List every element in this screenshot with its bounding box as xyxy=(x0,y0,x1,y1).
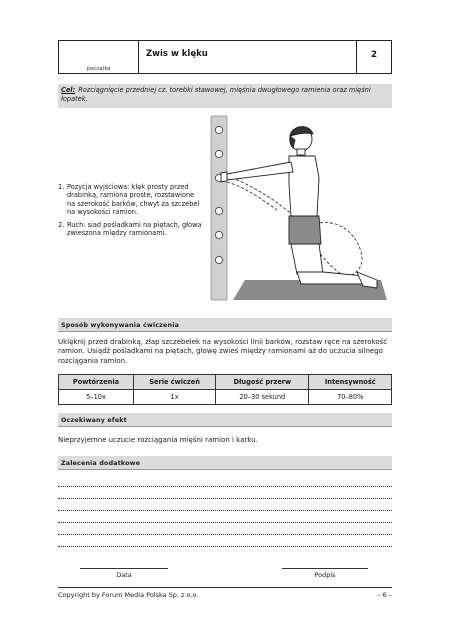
method-text: Uklęknij przed drabinką, złap szczebelek na wysokości linii barków, rozstaw ręce na szerokość ramion. Usiądź pośladkami na piętach, głowę zwieś między ramionami aż do uczucia silnego rozciągania ramion. xyxy=(58,338,388,365)
writing-line[interactable] xyxy=(58,546,392,547)
header-intensity: Intensywność xyxy=(309,375,392,390)
table-header-row xyxy=(59,375,392,390)
writing-line[interactable] xyxy=(58,534,392,535)
writing-line[interactable] xyxy=(58,522,392,523)
cell-intensity: 70–80% xyxy=(309,390,392,405)
table-row xyxy=(59,390,392,405)
stamp-label: pieczątka xyxy=(86,66,111,72)
signature-label: Podpis xyxy=(314,571,336,579)
exercise-title: Zwis w klęku xyxy=(139,41,357,73)
writing-line[interactable] xyxy=(58,510,392,511)
exercise-illustration xyxy=(205,112,392,302)
goal-label: Cel: xyxy=(61,86,76,94)
footer-rule xyxy=(58,587,392,588)
writing-line[interactable] xyxy=(58,486,392,487)
page-number: – 6 – xyxy=(377,591,392,599)
date-line[interactable] xyxy=(80,568,168,569)
effect-text: Nieprzyjemne uczucie rozciągania mięśni ramion i karku. xyxy=(58,436,258,444)
stamp-cell xyxy=(59,41,139,73)
instruction-text: Pozycja wyjściowa: klęk prosty przed drabinką, ramiona proste, rozstawione na szerokość barków, chwyt za szczebel na wysokości ramion. xyxy=(67,183,200,217)
cell-series: 1x xyxy=(133,390,215,405)
header-series: Serie ćwiczeń xyxy=(133,375,215,390)
section-header-effect: Oczekiwany efekt xyxy=(58,413,392,427)
instruction-item xyxy=(58,221,204,238)
goal-text: Rozciągnięcie przedniej cz. torebki stawowej, mięśnia dwugłowego ramienia oraz mięśni łopatek. xyxy=(61,86,371,103)
header-repetitions: Powtórzenia xyxy=(59,375,134,390)
footer-copyright: Copyright by Forum Media Polska Sp. z o.o. xyxy=(58,591,199,599)
instruction-number: 1. xyxy=(58,183,65,191)
parameters-table xyxy=(58,374,392,405)
section-header-recommendations: Zalecenia dodatkowe xyxy=(58,456,392,470)
section-header-method: Sposób wykonywania ćwiczenia xyxy=(58,318,392,332)
signature-line[interactable] xyxy=(282,568,368,569)
header-box xyxy=(58,40,392,74)
date-label: Data xyxy=(116,571,132,579)
header-break: Długość przerw xyxy=(216,375,309,390)
instruction-number: 2. xyxy=(58,220,65,229)
instructions-list xyxy=(58,183,204,241)
instruction-item xyxy=(58,183,204,217)
writing-line[interactable] xyxy=(58,498,392,499)
instruction-text: Ruch: siad pośladkami na piętach, głowa zwieszona między ramionami. xyxy=(67,220,202,238)
goal-band xyxy=(58,84,392,108)
cell-repetitions: 5–10x xyxy=(59,390,134,405)
cell-break: 20–30 sekund xyxy=(216,390,309,405)
exercise-number: 2 xyxy=(370,50,378,60)
kneeling-figure xyxy=(221,127,377,288)
